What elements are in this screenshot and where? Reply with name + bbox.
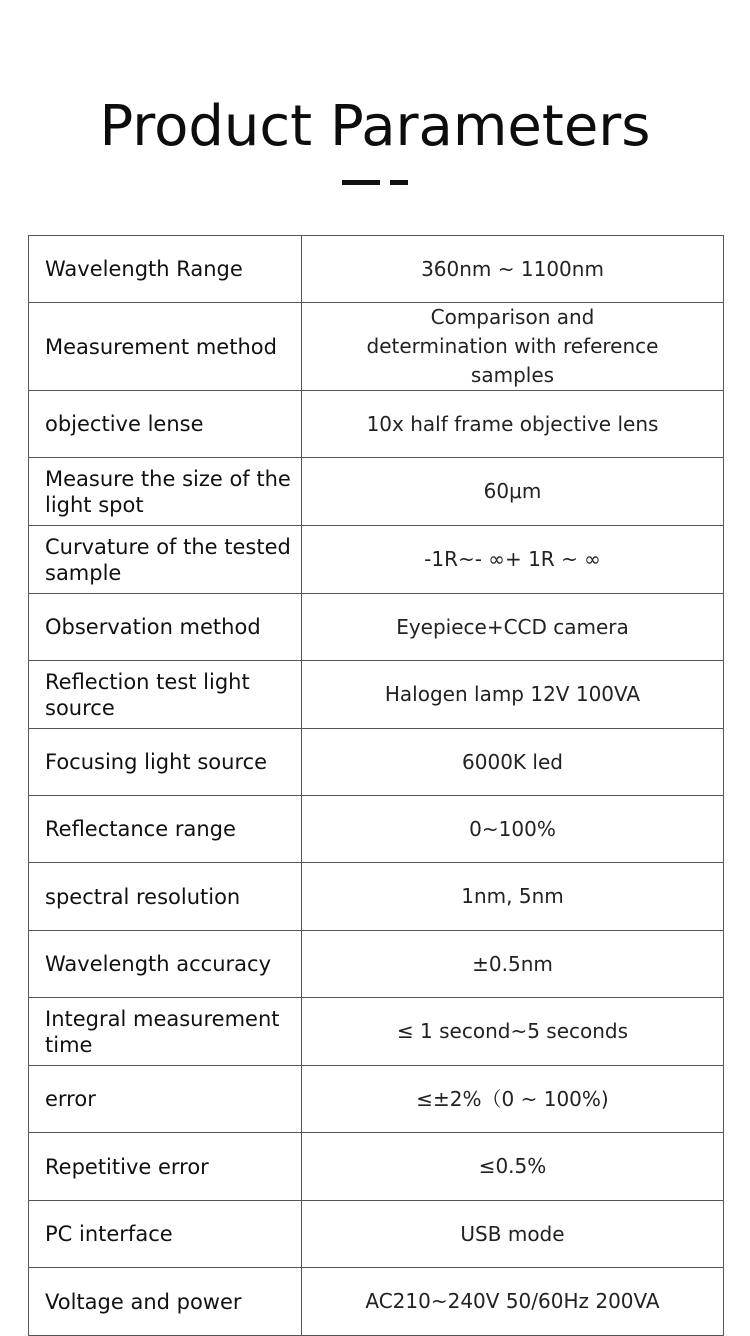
table-row (29, 1066, 724, 1133)
parameter-name: Focusing light source (29, 729, 302, 796)
table-row (29, 391, 724, 458)
table-row (29, 1201, 724, 1268)
table-row (29, 1268, 724, 1336)
parameter-name: Observation method (29, 594, 302, 661)
table-row (29, 236, 724, 303)
parameter-value: ±0.5nm (302, 931, 724, 998)
table-row (29, 594, 724, 661)
parameter-value: 0~100% (302, 796, 724, 863)
parameter-value: AC210~240V 50/60Hz 200VA (302, 1268, 724, 1336)
parameter-name: Curvature of the tested sample (29, 526, 302, 594)
parameter-name: Integral measurement time (29, 998, 302, 1066)
table-row (29, 526, 724, 594)
table-row (29, 303, 724, 391)
parameter-value: Halogen lamp 12V 100VA (302, 661, 724, 729)
parameter-value: 60μm (302, 458, 724, 526)
parameter-name: objective lense (29, 391, 302, 458)
table-row (29, 458, 724, 526)
parameter-name: PC interface (29, 1201, 302, 1268)
parameter-value: 360nm ~ 1100nm (302, 236, 724, 303)
parameter-value: 6000K led (302, 729, 724, 796)
parameter-name: Measure the size of the light spot (29, 458, 302, 526)
parameter-value: Comparison and determination with reference samples (302, 303, 724, 391)
parameter-name: error (29, 1066, 302, 1133)
parameter-name: Repetitive error (29, 1133, 302, 1201)
parameter-name: Measurement method (29, 303, 302, 391)
parameter-name: Voltage and power (29, 1268, 302, 1336)
table-row (29, 661, 724, 729)
table-row (29, 796, 724, 863)
parameter-value: ≤ 1 second~5 seconds (302, 998, 724, 1066)
parameter-value: 10x half frame objective lens (302, 391, 724, 458)
table-row (29, 998, 724, 1066)
parameter-name: Wavelength accuracy (29, 931, 302, 998)
parameter-name: Reflectance range (29, 796, 302, 863)
parameter-value: ≤0.5% (302, 1133, 724, 1201)
parameter-value: ≤±2%（0 ~ 100%) (302, 1066, 724, 1133)
title-underline-dash-short (390, 180, 408, 185)
parameter-value: USB mode (302, 1201, 724, 1268)
parameter-value: -1R~- ∞+ 1R ~ ∞ (302, 526, 724, 594)
parameter-value: 1nm, 5nm (302, 863, 724, 931)
table-row (29, 863, 724, 931)
title-underline-dash-long (342, 180, 380, 185)
table-row (29, 1133, 724, 1201)
table-row (29, 931, 724, 998)
parameter-name: spectral resolution (29, 863, 302, 931)
parameter-name: Wavelength Range (29, 236, 302, 303)
parameter-value: Eyepiece+CCD camera (302, 594, 724, 661)
parameter-name: Reflection test light source (29, 661, 302, 729)
page-title: Product Parameters (99, 94, 651, 159)
table-row (29, 729, 724, 796)
parameters-table (28, 235, 724, 1336)
